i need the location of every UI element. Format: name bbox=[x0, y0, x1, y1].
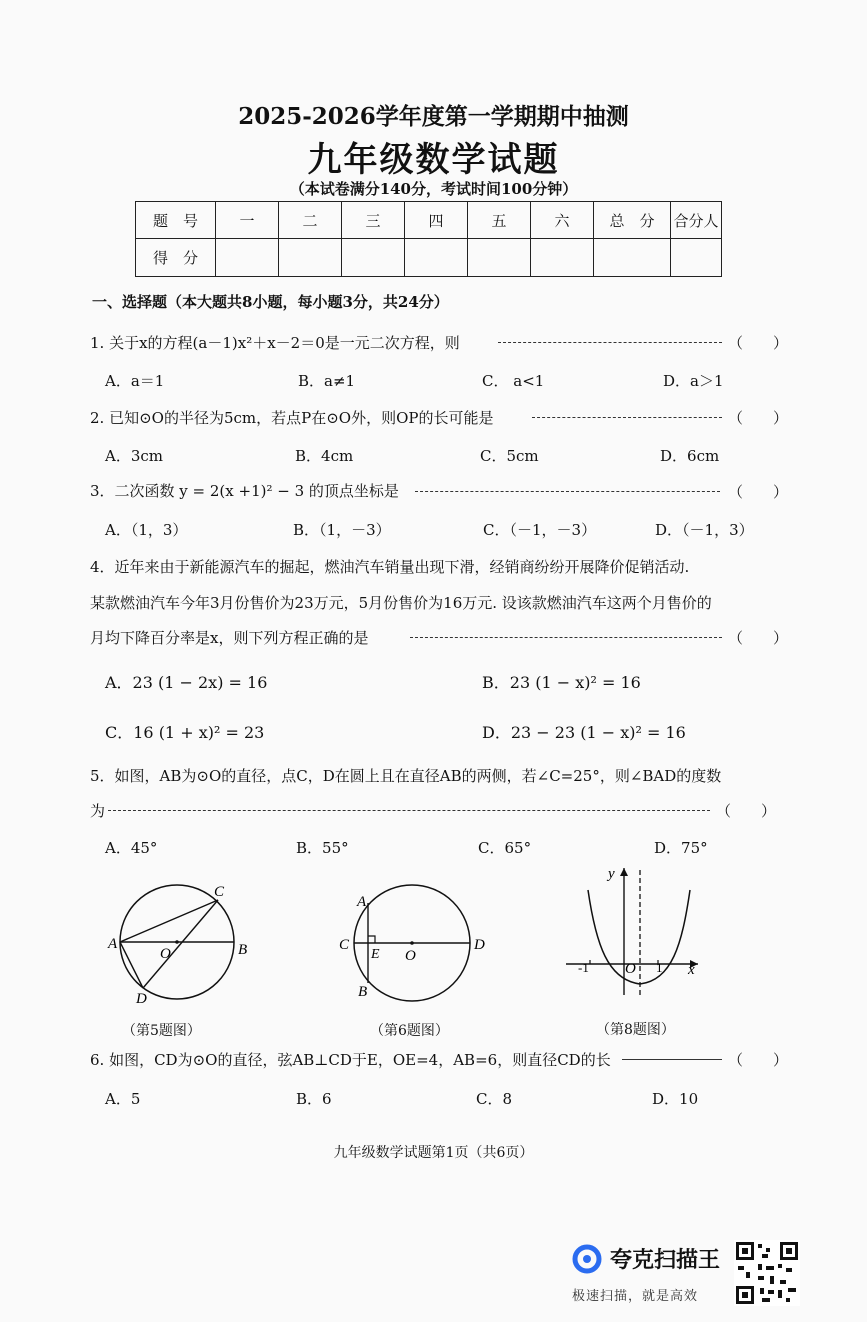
option-d[interactable]: D．6cm bbox=[660, 447, 720, 465]
exam-title-line1: 2025-2026学年度第一学期期中抽测 bbox=[238, 103, 629, 130]
label-y-axis: y bbox=[608, 866, 615, 882]
figure-5-circle-diagram bbox=[100, 878, 270, 1008]
qr-code-icon bbox=[734, 1240, 800, 1306]
option-a[interactable]: A．3cm bbox=[105, 447, 164, 465]
label-a: A bbox=[108, 936, 118, 952]
score-header-cell: 五 bbox=[468, 202, 531, 239]
answer-paren[interactable]: （ ） bbox=[716, 802, 777, 820]
option-a[interactable]: A．5 bbox=[105, 1090, 141, 1108]
score-table-score-row bbox=[136, 239, 722, 277]
score-header-cell: 总 分 bbox=[594, 202, 671, 239]
figure-8-caption: （第8题图） bbox=[596, 1022, 675, 1038]
answer-paren[interactable]: （ ） bbox=[728, 1051, 789, 1069]
score-cell[interactable] bbox=[671, 239, 722, 277]
option-c[interactable]: C．5cm bbox=[480, 447, 539, 465]
scanner-brand: 夸克扫描王 bbox=[610, 1248, 721, 1273]
score-cell[interactable] bbox=[342, 239, 405, 277]
option-b[interactable]: B．（1，－3） bbox=[293, 521, 391, 539]
tick-label-1: 1 bbox=[656, 960, 663, 975]
answer-paren[interactable]: （ ） bbox=[728, 483, 789, 501]
question-4-stem-line: 月均下降百分率是x，则下列方程正确的是 bbox=[90, 629, 369, 647]
option-b[interactable]: B．23 (1 − x)² = 16 bbox=[482, 673, 641, 692]
option-d[interactable]: D．（－1，3） bbox=[655, 521, 754, 539]
score-cell[interactable] bbox=[594, 239, 671, 277]
score-table-header-row bbox=[136, 202, 722, 239]
label-origin: O bbox=[625, 961, 636, 977]
option-d[interactable]: D．10 bbox=[652, 1090, 699, 1108]
leader-dots bbox=[532, 417, 722, 418]
question-5-stem-line: 5．如图，AB为⊙O的直径，点C，D在圆上且在直径AB的两侧，若∠C=25°，则∠BAD的度数 bbox=[90, 767, 722, 785]
leader-dots bbox=[415, 491, 720, 492]
score-cell[interactable] bbox=[468, 239, 531, 277]
option-c[interactable]: C．65° bbox=[478, 839, 532, 857]
label-d: D bbox=[474, 937, 485, 953]
score-header-cell: 三 bbox=[342, 202, 405, 239]
question-4-stem-line: 某款燃油汽车今年3月份售价为23万元，5月份售价为16万元. 设该款燃油汽车这两个月售价的 bbox=[90, 594, 712, 612]
leader-dots bbox=[108, 810, 710, 811]
score-header-cell: 合分人 bbox=[671, 202, 722, 239]
option-c[interactable]: C．（－1，－3） bbox=[483, 521, 597, 539]
option-b[interactable]: B．6 bbox=[296, 1090, 332, 1108]
figure-5-caption: （第5题图） bbox=[122, 1023, 201, 1039]
tick-label-neg1: -1 bbox=[578, 960, 589, 975]
label-c: C bbox=[214, 884, 225, 900]
figure-8-parabola-graph bbox=[560, 860, 710, 1005]
score-table bbox=[135, 201, 722, 277]
option-b[interactable]: B．55° bbox=[296, 839, 349, 857]
label-b: B bbox=[238, 942, 248, 958]
page-footer: 九年级数学试题第1页（共6页） bbox=[333, 1145, 534, 1161]
exam-subtitle: （本试卷满分140分，考试时间100分钟） bbox=[289, 180, 578, 198]
option-c[interactable]: C．8 bbox=[476, 1090, 513, 1108]
option-c[interactable]: C． a<1 bbox=[482, 372, 545, 390]
label-d: D bbox=[136, 991, 147, 1007]
score-header-cell: 一 bbox=[216, 202, 279, 239]
question-4-stem-line: 4．近年来由于新能源汽车的掘起，燃油汽车销量出现下滑，经销商纷纷开展降价促销活动. bbox=[90, 558, 690, 576]
scanner-slogan: 极速扫描，就是高效 bbox=[572, 1289, 699, 1304]
answer-paren[interactable]: （ ） bbox=[728, 629, 789, 647]
label-e: E bbox=[371, 947, 380, 962]
label-a: A bbox=[357, 894, 367, 910]
score-cell[interactable] bbox=[531, 239, 594, 277]
score-header-cell: 四 bbox=[405, 202, 468, 239]
score-cell[interactable] bbox=[279, 239, 342, 277]
question-3-stem: 3．二次函数 y = 2(x +1)² − 3 的顶点坐标是 bbox=[90, 482, 399, 500]
option-b[interactable]: B．4cm bbox=[295, 447, 354, 465]
answer-paren[interactable]: （ ） bbox=[728, 409, 789, 427]
score-cell[interactable] bbox=[405, 239, 468, 277]
question-6-stem: 6. 如图，CD为⊙O的直径，弦AB⊥CD于E，OE=4，AB=6，则直径CD的长 bbox=[90, 1051, 611, 1069]
leader-dots bbox=[498, 342, 722, 343]
label-c: C bbox=[339, 937, 350, 953]
figure-6-circle-diagram bbox=[330, 880, 500, 1010]
label-o: O bbox=[405, 948, 416, 964]
exam-title: 九年级数学试题 bbox=[307, 140, 560, 180]
option-d[interactable]: D．a＞1 bbox=[663, 372, 724, 390]
score-row-label: 得 分 bbox=[136, 239, 216, 277]
score-header-cell: 二 bbox=[279, 202, 342, 239]
scanner-logo-icon bbox=[572, 1244, 602, 1274]
option-d[interactable]: D．23 − 23 (1 − x)² = 16 bbox=[482, 723, 686, 742]
label-b: B bbox=[358, 984, 368, 1000]
leader-dots bbox=[622, 1059, 722, 1060]
question-5-stem-line: 为 bbox=[90, 802, 106, 820]
option-b[interactable]: B．a≠1 bbox=[298, 372, 356, 390]
label-o: O bbox=[160, 946, 171, 962]
question-1-stem: 1. 关于x的方程(a－1)x²＋x－2＝0是一元二次方程，则 bbox=[90, 334, 460, 352]
figure-6-caption: （第6题图） bbox=[370, 1023, 449, 1039]
option-c[interactable]: C．16 (1 + x)² = 23 bbox=[105, 723, 265, 742]
option-d[interactable]: D．75° bbox=[654, 839, 708, 857]
score-header-cell: 题 号 bbox=[136, 202, 216, 239]
question-2-stem: 2. 已知⊙O的半径为5cm，若点P在⊙O外，则OP的长可能是 bbox=[90, 409, 494, 427]
option-a[interactable]: A．（1，3） bbox=[105, 521, 188, 539]
score-cell[interactable] bbox=[216, 239, 279, 277]
answer-paren[interactable]: （ ） bbox=[728, 334, 789, 352]
section-heading: 一、选择题（本大题共8小题，每小题3分，共24分） bbox=[92, 293, 449, 311]
option-a[interactable]: A．23 (1 − 2x) = 16 bbox=[105, 673, 268, 692]
leader-dots bbox=[410, 637, 722, 638]
score-header-cell: 六 bbox=[531, 202, 594, 239]
label-x-axis: x bbox=[688, 962, 695, 978]
option-a[interactable]: A．45° bbox=[105, 839, 158, 857]
option-a[interactable]: A．a＝1 bbox=[105, 372, 165, 390]
